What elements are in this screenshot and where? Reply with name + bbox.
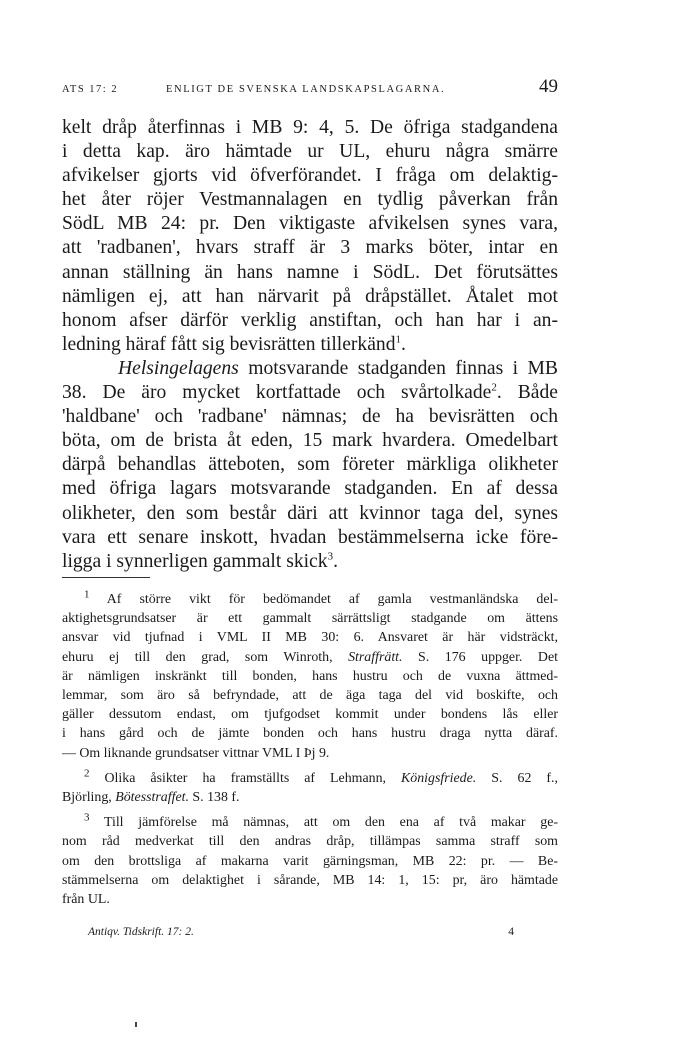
text-line: om den brottsliga af makarna varit gärningsman, MB 22: pr. — Be-	[62, 853, 558, 869]
text-fragment: ehuru ej till den grad, som Winroth,	[62, 649, 349, 665]
footnote-ref-1[interactable]: 1	[395, 333, 402, 346]
text-line: olikheter, den som består däri att kvinnor taga del, synes	[62, 502, 558, 524]
text-fragment: motsvarande stadganden finnas i MB	[238, 357, 558, 379]
text-fragment: S. 62 f.,	[476, 770, 558, 786]
italic-title: Königsfriede.	[401, 770, 477, 786]
text-line: kelt dråp återfinnas i MB 9: 4, 5. De öfriga stadgandena	[62, 117, 558, 138]
text-line	[62, 788, 558, 807]
text-line	[62, 813, 558, 832]
main-text	[62, 116, 558, 574]
running-header	[62, 76, 558, 100]
text-line: SödL MB 24: pr. Den viktigaste afvikelsen synes vara,	[62, 213, 558, 235]
text-line: i detta kap. äro hämtade ur UL, ehuru några smärre	[62, 141, 558, 163]
speck	[135, 1022, 137, 1027]
text-line: het åter röjer Vestmannalagen en tydlig påverkan från	[62, 189, 558, 211]
text-fragment: . Både	[496, 382, 558, 404]
text-fragment: ligga i synnerligen gammalt skick	[62, 550, 328, 572]
italic-title: Bötesstraffet.	[115, 790, 189, 806]
text-line: — Om liknande grundsatser vittnar VML I Þj 9.	[62, 745, 330, 761]
text-line: böta, om de brista åt eden, 15 mark hvardera. Omedelbart	[62, 430, 558, 452]
journal-name: Antiqv. Tidskrift. 17: 2.	[88, 926, 194, 938]
text-fragment: S. 176 uppger. Det	[402, 649, 558, 665]
footnote-ref-2[interactable]: 2	[491, 381, 497, 394]
text-line: annan ställning än hans namne i SödL. Det förutsättes	[62, 261, 558, 283]
text-line	[62, 648, 558, 667]
text-fragment: ledning häraf fått sig bevisrätten tillerkänd	[62, 333, 396, 355]
text-line	[62, 769, 558, 788]
footnote-number: 1	[84, 588, 90, 601]
text-line: lemmar, som äro så befryndade, att de äga taga del vid boskifte, och	[62, 688, 558, 704]
text-line	[62, 550, 558, 574]
text-line: stämmelserna om delaktighet i sårande, MB 14: 1, 15: pr, äro hämtade	[62, 872, 558, 888]
text-line	[62, 590, 558, 609]
text-line: med öfriga lagars motsvarande stadganden. En af dessa	[62, 478, 558, 500]
footnote-ref-3[interactable]: 3	[327, 550, 334, 563]
text-line: honom afser därför verklig anstiftan, och han har i an-	[62, 309, 558, 331]
footnotes	[62, 590, 558, 915]
signature-mark: 4	[508, 926, 514, 938]
text-line: nom råd medverkat till den andras dråp, tillämpas samma straff som	[62, 834, 558, 850]
text-fragment: Till jämförelse må nämnas, att om den ena af två makar ge-	[89, 815, 558, 831]
text-fragment: Björling,	[62, 790, 116, 806]
text-line: är nämligen inskränkt till bonden, hans hustru och de vuxna ättmed-	[62, 668, 558, 684]
text-fragment: S. 138 f.	[188, 790, 240, 806]
text-line: vara ett senare inskott, hvadan bestämmelserna icke före-	[62, 526, 558, 548]
text-fragment: .	[333, 550, 338, 572]
page-number: 49	[539, 76, 558, 97]
scan-specks	[0, 1020, 688, 1040]
text-line: aktighetsgrundsatser är ett gammalt särrättsligt stadgande om ättens	[62, 611, 558, 627]
footnote-number: 2	[84, 767, 90, 780]
footnote-divider	[62, 577, 150, 578]
italic-title: Straffrätt.	[348, 649, 403, 665]
header-title: ENLIGT DE SVENSKA LANDSKAPSLAGARNA.	[166, 84, 446, 95]
paragraph-2	[62, 357, 558, 574]
footnote-1	[62, 590, 558, 763]
text-line: ledning häraf fått sig bevisrätten tillerkänd$^1$.	[62, 333, 406, 355]
text-line: 'haldbane' och 'radbane' nämnas; de ha bevisrätten och	[62, 406, 558, 428]
text-line: i hans gård och de jämte bonden och hans hustru draga nytta däraf.	[62, 726, 558, 742]
footnote-2	[62, 769, 558, 807]
italic-term: Helsingelagens	[118, 357, 239, 379]
text-line: från UL.	[62, 892, 110, 908]
footnote-3	[62, 813, 558, 909]
text-fragment: Af större vikt för bedömandet af gamla vestmanländska del-	[89, 592, 558, 607]
text-fragment: Olika åsikter ha framställts af Lehmann,	[89, 770, 402, 786]
text-line: gäller dessutom endast, om tjufgodset kommit under bondens lås eller	[62, 707, 558, 723]
paragraph-1	[62, 116, 558, 357]
text-line: afvikelser gjorts vid öfverförandet. I fråga om delaktig-	[62, 165, 558, 187]
page-footer	[62, 926, 558, 944]
text-line: därpå behandlas ätteboten, som företer märkliga olikheter	[62, 454, 558, 476]
text-line	[62, 357, 558, 381]
text-line	[62, 381, 558, 405]
text-line: ansvar vid tjufnad i VML II MB 30: 6. Ansvaret är här vidsträckt,	[62, 630, 558, 646]
header-volume: ATS 17: 2	[62, 84, 119, 95]
text-line: att 'radbanen', hvars straff är 3 marks böter, intar en	[62, 237, 558, 259]
text-line: nämligen ej, att han närvarit på dråpstället. Åtalet mot	[62, 285, 558, 307]
footnote-number: 3	[84, 811, 90, 824]
text-fragment: 38. De äro mycket kortfattade och svårtolkade	[62, 382, 492, 404]
